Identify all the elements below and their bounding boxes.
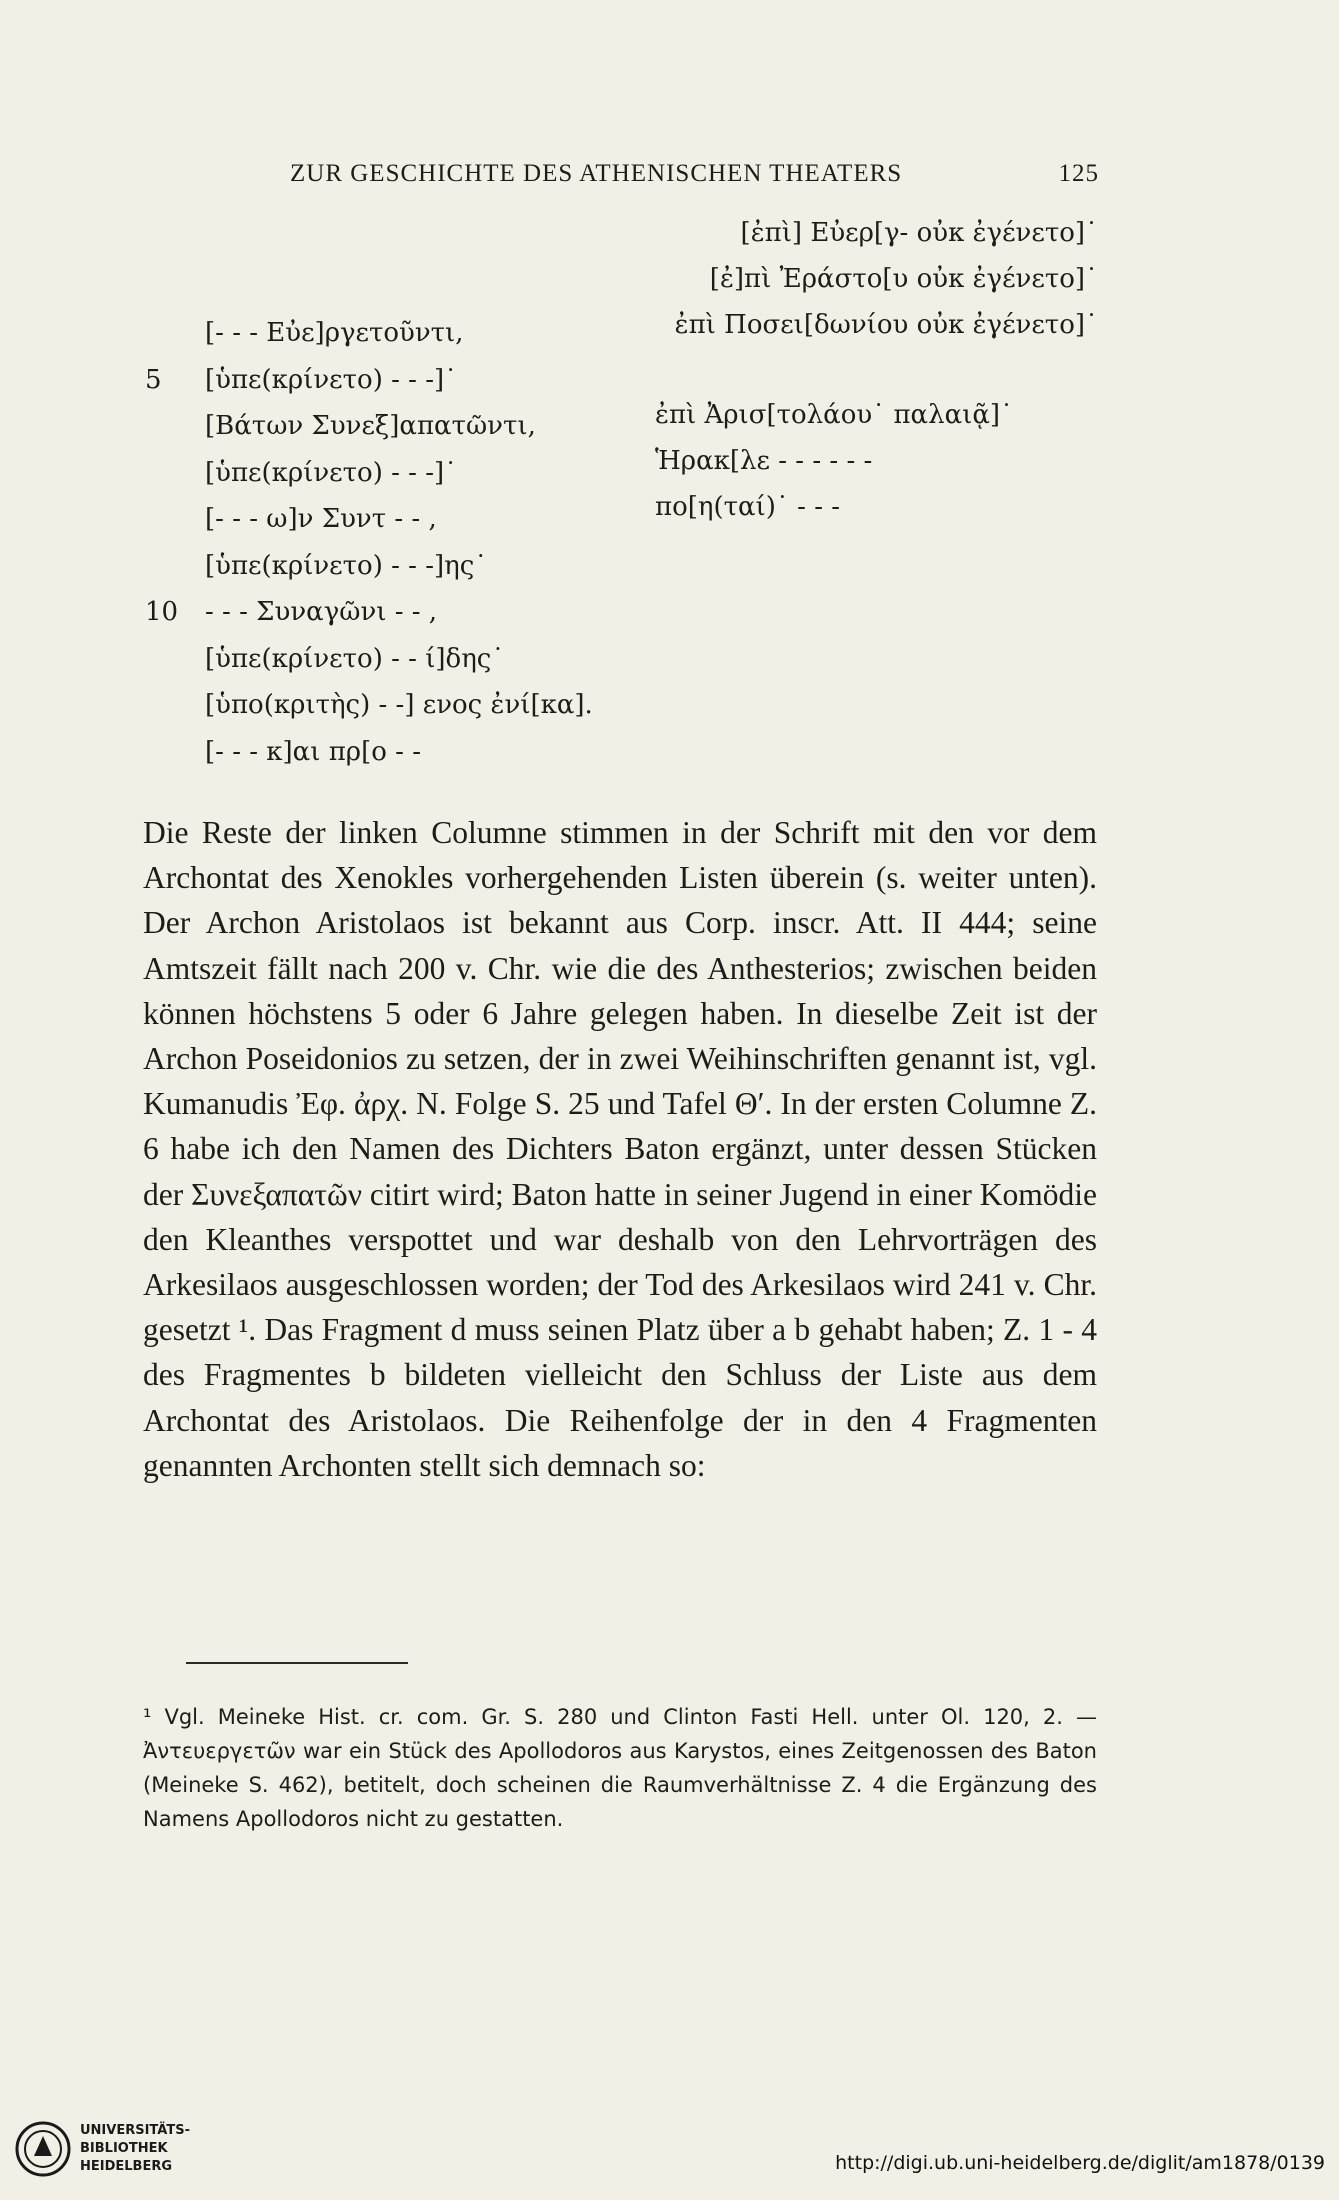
inscription-text: [ὑπε(κρίνετο) - - ί]δης˙ bbox=[205, 643, 505, 674]
line-number: 5 bbox=[145, 364, 162, 395]
inscription-text: [ὑπε(κρίνετο) - - -]˙ bbox=[205, 457, 458, 488]
inscription-line bbox=[145, 597, 593, 644]
inscription-text: [- - - Εὐε]ργετοῦντι, bbox=[205, 318, 464, 348]
source-url[interactable]: http://digi.ub.uni-heidelberg.de/diglit/am1878/0139 bbox=[835, 2152, 1325, 2174]
inscription-text: [ὑπε(κρίνετο) - - -]˙ bbox=[205, 364, 458, 395]
inscription-line bbox=[145, 458, 593, 505]
inscription-line bbox=[145, 644, 593, 691]
inscription-line: πο[η(ταί)˙ - - - bbox=[655, 492, 841, 522]
inscription-line bbox=[145, 551, 593, 598]
inscription-right-column-top bbox=[633, 218, 1098, 356]
page-number: 125 bbox=[1058, 160, 1099, 187]
inscription-line: ἐπὶ Ἀρισ[τολάου˙ παλαιᾷ]˙ bbox=[655, 400, 1014, 430]
library-name-line: BIBLIOTHEK bbox=[80, 2141, 168, 2156]
footnote bbox=[143, 1700, 1097, 1836]
inscription-text: [- - - ω]ν Συντ - - , bbox=[205, 504, 437, 534]
inscription-text: [Βάτων Συνεξ]απατῶντι, bbox=[205, 411, 536, 441]
inscription-line bbox=[145, 365, 593, 412]
body-paragraph: Die Reste der linken Columne stimmen in der Schrift mit den vor dem Archontat des Xenokles vorhergehenden Listen überein (s. weiter unten). Der Archon Aristolaos ist bekannt aus Corp. inscr. Att. II 444; seine Amtszeit fällt nach 200 v. Chr. wie die des Anthesterios; zwischen beiden können höchstens 5 oder 6 Jahre gelegen haben. In dieselbe Zeit ist der Archon Poseidonios zu setzen, der in zwei Weihinschriften genannt ist, vgl. Kumanudis Ἐφ. ἀρχ. N. Folge S. 25 und Tafel Θ′. In der ersten Columne Z. 6 habe ich den Namen des Dichters Baton ergänzt, unter dessen Stücken der Συνεξαπατῶν citirt wird; Baton hatte in seiner Jugend in einer Komödie den Kleanthes verspottet und war deshalb von den Lehrvorträgen des Arkesilaos ausgeschlossen worden; der Tod des Arkesilaos wird 241 v. Chr. gesetzt ¹. Das Fragment d muss seinen Platz über a b gehabt haben; Z. 1 - 4 des Fragmentes b bildeten vielleicht den Schluss der Liste aus dem Archontat des Aristolaos. Die Reihenfolge der in den 4 Fragmenten genannten Archonten stellt sich demnach so: bbox=[143, 815, 1097, 1483]
footnote-separator bbox=[186, 1662, 408, 1664]
inscription-line: ἐπὶ Ποσει[δωνίου οὐκ ἐγένετο]˙ bbox=[674, 310, 1098, 340]
inscription-line bbox=[145, 318, 593, 365]
inscription-text: - - - Συναγῶνι - - , bbox=[205, 597, 438, 627]
library-name-line: HEIDELBERG bbox=[80, 2159, 173, 2174]
footnote-text: ¹ Vgl. Meineke Hist. cr. com. Gr. S. 280 und Clinton Fasti Hell. unter Ol. 120, 2. — Ἀντευεργετῶν war ein Stück des Apollodoros aus Karystos, eines Zeitgenossen des Baton (Meineke S. 462), betitelt, doch scheinen die Raumverhältnisse Z. 4 die Ergänzung des Namens Apollodoros nicht zu gestatten. bbox=[143, 1705, 1097, 1831]
running-header bbox=[143, 160, 1099, 200]
university-seal-icon bbox=[14, 2118, 72, 2180]
inscription-line bbox=[145, 690, 593, 737]
library-name-line: UNIVERSITÄTS- bbox=[80, 2123, 190, 2138]
inscription-line: Ἡρακ[λε - - - - - - bbox=[655, 446, 873, 476]
running-title: ZUR GESCHICHTE DES ATHENISCHEN THEATERS bbox=[290, 160, 903, 187]
inscription-line: [ἐ]πὶ Ἐράστο[υ οὐκ ἐγένετο]˙ bbox=[709, 264, 1098, 294]
inscription-line bbox=[145, 411, 593, 458]
library-name bbox=[80, 2122, 190, 2176]
inscription-line bbox=[145, 504, 593, 551]
inscription-text: [ὑπε(κρίνετο) - - -]ης˙ bbox=[205, 550, 488, 581]
line-number: 10 bbox=[145, 597, 179, 627]
inscription-left-column bbox=[145, 318, 593, 783]
inscription-line: [ἐπὶ] Εὐερ[γ- οὐκ ἐγένετο]˙ bbox=[740, 218, 1098, 248]
inscription-text: [ὑπο(κριτὴς) - -] ενος ἐνί[κα]. bbox=[205, 690, 593, 720]
body-text bbox=[143, 810, 1097, 1488]
inscription-right-column-bottom bbox=[655, 400, 1013, 538]
inscription-line bbox=[145, 737, 593, 784]
library-logo bbox=[14, 2118, 190, 2188]
inscription-text: [- - - κ]αι πρ[ο - - bbox=[205, 736, 421, 767]
